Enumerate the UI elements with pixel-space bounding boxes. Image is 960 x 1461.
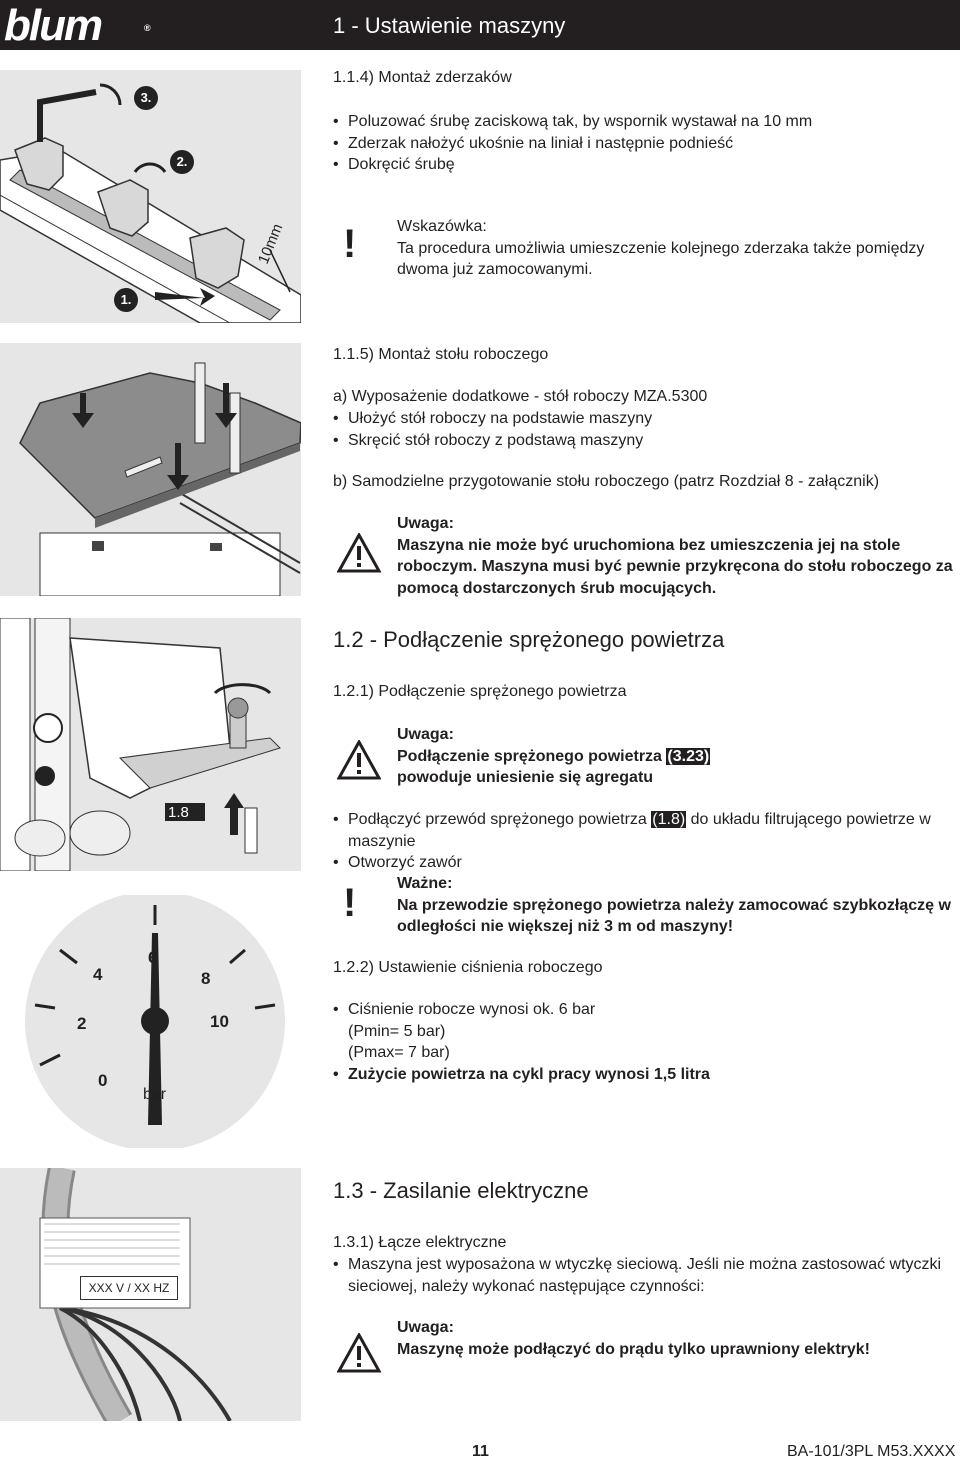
heading-1-1-4: 1.1.4) Montaż zderzaków xyxy=(333,69,512,86)
warning-text-2: powoduje uniesienie się agregatu xyxy=(397,769,654,786)
figure-air-connection xyxy=(0,618,301,871)
page-title: 1 - Ustawienie maszyny xyxy=(333,13,566,38)
exclamation-icon: ! xyxy=(343,222,357,266)
air-connector-label: 1.8 xyxy=(168,804,189,821)
voltage-label: XXX V / XX HZ xyxy=(80,1276,178,1300)
hint-title: Wskazówka: xyxy=(397,218,487,235)
figure-pressure-gauge xyxy=(0,895,301,1148)
heading-1-1-5: 1.1.5) Montaż stołu roboczego xyxy=(333,346,549,363)
step-2-label: 2. xyxy=(170,150,194,174)
list-item xyxy=(333,809,953,852)
dimension-label: 10mm xyxy=(255,221,287,267)
list-item: • Ułożyć stół roboczy na podstawie maszyny xyxy=(333,408,933,430)
gauge-tick-10: 10 xyxy=(210,1012,229,1031)
warning-text: Podłączenie sprężonego powietrza xyxy=(397,747,667,765)
step-1-label: 1. xyxy=(114,288,138,312)
list-item-text: Podłączyć przewód sprężonego powietrza xyxy=(348,811,652,828)
list-1-2-1 xyxy=(333,809,953,874)
warning-title: Uwaga: xyxy=(397,726,454,743)
warning-icon xyxy=(337,533,381,573)
list-item-text: do układu filtrującego powietrze w maszynie xyxy=(348,811,931,850)
subheading-b: b) Samodzielne przygotowanie stołu roboczego (patrz Rozdział 8 - załącznik) xyxy=(333,473,880,490)
gauge-tick-8: 8 xyxy=(201,969,211,988)
step-3-label: 3. xyxy=(134,86,158,110)
exclamation-icon: ! xyxy=(343,881,357,925)
section-title-1-3: 1.3 - Zasilanie elektryczne xyxy=(333,1178,589,1203)
registered-mark: ® xyxy=(144,23,151,33)
heading-1-2-1: 1.2.1) Podłączenie sprężonego powietrza xyxy=(333,683,627,700)
list-item: • Zderzak nałożyć ukośnie na liniał i następnie podnieść xyxy=(333,133,933,155)
warning-icon xyxy=(337,1333,381,1373)
figure-work-table xyxy=(0,343,301,596)
gauge-tick-6: 6 xyxy=(148,948,158,967)
heading-1-2-2: 1.2.2) Ustawienie ciśnienia roboczego xyxy=(333,959,603,976)
list-item: • Poluzować śrubę zaciskową tak, by wspornik wystawał na 10 mm xyxy=(333,111,933,133)
hint-text: Ta procedura umożliwia umieszczenie kolejnego zderzaka także pomiędzy dwoma już zamocowanymi. xyxy=(397,239,925,278)
warning-text: Maszynę może podłączyć do prądu tylko uprawniony elektryk! xyxy=(397,1340,871,1358)
pressure-line: Ciśnienie robocze wynosi ok. 6 bar xyxy=(348,1001,596,1018)
reference-badge: (3.23) xyxy=(667,747,710,765)
pressure-max: (Pmax= 7 bar) xyxy=(348,1044,450,1061)
section-title-1-2: 1.2 - Podłączenie sprężonego powietrza xyxy=(333,627,725,652)
page-header xyxy=(0,0,960,50)
gauge-tick-4: 4 xyxy=(93,965,103,984)
important-text: Na przewodzie sprężonego powietrza należy zamocować szybkozłączę w odległości nie większej niż 3 m od maszyny! xyxy=(397,896,951,935)
page-number: 11 xyxy=(472,1443,489,1460)
figure-stop-mounting xyxy=(0,70,301,323)
gauge-tick-0: 0 xyxy=(98,1071,108,1090)
list-item: • Dokręcić śrubę xyxy=(333,154,933,176)
list-1-1-4 xyxy=(333,111,933,176)
list-item: • Skręcić stół roboczy z podstawą maszyny xyxy=(333,430,933,452)
blum-logo xyxy=(4,1,154,50)
logo-text: blum xyxy=(4,1,102,50)
list-item: • Otworzyć zawór xyxy=(333,852,953,874)
warning-title: Uwaga: xyxy=(397,515,454,532)
pressure-min: (Pmin= 5 bar) xyxy=(348,1022,446,1040)
warning-title: Uwaga: xyxy=(397,1319,454,1336)
list-item: • Maszyna jest wyposażona w wtyczkę sieciową. Jeśli nie można zastosować wtyczki sieciowej, należy wykonać następujące czynności: xyxy=(333,1254,953,1297)
gauge-tick-2: 2 xyxy=(77,1014,87,1033)
subheading-a: a) Wyposażenie dodatkowe - stół roboczy MZA.5300 xyxy=(333,388,708,405)
list-1-3-1 xyxy=(333,1254,953,1297)
warning-text: Maszyna nie może być uruchomiona bez umieszczenia jej na stole roboczym. Maszyna musi być pewnie przykręcona do stołu roboczego za pomocą dostarczonych śrub mocujących. xyxy=(397,536,953,597)
pressure-info: • Ciśnienie robocze wynosi ok. 6 bar (Pmin= 5 bar) (Pmax= 7 bar) • Zużycie powietrza na cykl pracy wynosi 1,5 litra xyxy=(333,999,933,1085)
gauge-unit: bar xyxy=(143,1086,167,1103)
warning-icon xyxy=(337,740,381,780)
reference-badge: (1.8) xyxy=(652,811,686,828)
air-consumption: Zużycie powietrza na cykl pracy wynosi 1,5 litra xyxy=(348,1065,710,1083)
list-1-1-5 xyxy=(333,408,933,451)
document-code: BA-101/3PL M53.XXXX xyxy=(787,1443,956,1460)
heading-1-3-1: 1.3.1) Łącze elektryczne xyxy=(333,1234,507,1251)
important-title: Ważne: xyxy=(397,875,453,892)
